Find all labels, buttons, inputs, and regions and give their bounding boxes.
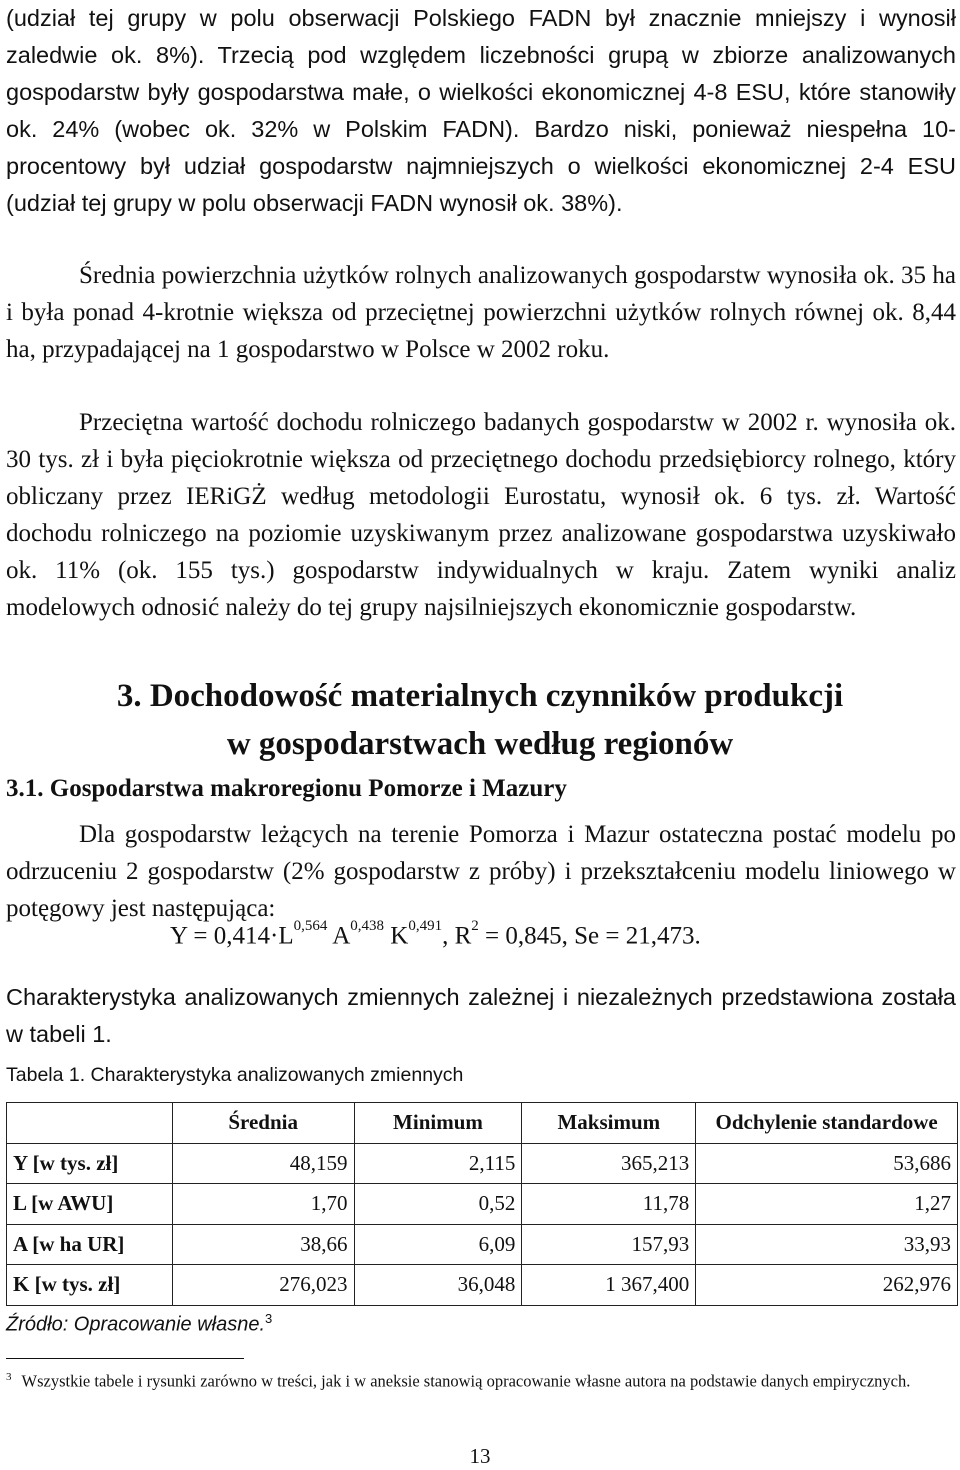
model-formula xyxy=(170,918,701,950)
paragraph-4: Dla gospodarstw leżących na terenie Pomorza i Mazur ostateczna postać modelu po odrzuceniu 2 gospodarstw (2% gospodarstw z próby) i przekształceniu modelu liniowego w potęgowy jest następująca: xyxy=(6,821,956,922)
table-caption: Tabela 1. Charakterystyka analizowanych zmiennych xyxy=(6,1064,464,1086)
table-cell: 365,213 xyxy=(522,1143,696,1184)
paragraph-2: Średnia powierzchnia użytków rolnych analizowanych gospodarstw wynosiła ok. 35 ha i była ponad 4-krotnie większa od przeciętnej powierzchni użytków rolnych równej ok. 8,44 ha, przypadającej na 1 gospodarstwo w Polsce w 2002 roku. xyxy=(6,262,956,363)
table-header-minimum: Minimum xyxy=(354,1103,522,1144)
table-header-std: Odchylenie standardowe xyxy=(696,1103,958,1144)
table-row-label: A [w ha UR] xyxy=(7,1224,173,1265)
table-cell: 1,70 xyxy=(172,1184,354,1225)
paragraph-3: Przeciętna wartość dochodu rolniczego badanych gospodarstw w 2002 r. wynosiła ok. 30 tys. zł i była pięciokrotnie większa od przeciętnego dochodu przedsiębiorcy rolnego, który obliczany przez IERiGŻ według metodologii Eurostatu, wynosił ok. 6 tys. zł. Wartość dochodu rolniczego na poziomie uzyskiwanym przez analizowane gospodarstwa uzyskiwało ok. 11% (ok. 155 tys.) gospodarstw indywidualnych w kraju. Zatem wyniki analiz modelowych odnosić należy do tej grupy najsilniejszych ekonomicznie gospodarstw. xyxy=(6,409,956,621)
formula-l: L xyxy=(278,922,294,950)
formula-l-exponent: 0,564 xyxy=(293,918,328,934)
paragraph-1: (udział tej grupy w polu obserwacji Polskiego FADN był znacznie mniejszy i wynosił zaledwie ok. 8%). Trzecią pod względem liczebności grupą w zbiorze analizowanych gospodarstw były gospodarstwa małe, o wielkości ekonomicznej 4-8 ESU, które stanowiły ok. 24% (wobec ok. 32% w Polskim FADN). Bardzo niski, ponieważ niespełna 10-procentowy był udział gospodarstw najmniejszych o wielkości ekonomicznej 2-4 ESU (udział tej grupy w polu obserwacji FADN wynosił ok. 38%). xyxy=(6,5,956,216)
table-cell: 0,52 xyxy=(354,1184,522,1225)
table-row xyxy=(7,1184,958,1225)
formula-r2: , R xyxy=(442,922,472,950)
table-row xyxy=(7,1143,958,1184)
table-header-empty xyxy=(7,1103,173,1144)
table-header-row xyxy=(7,1103,958,1144)
variables-table xyxy=(6,1102,958,1306)
formula-eq: = xyxy=(187,922,214,950)
footnote xyxy=(6,1366,956,1393)
section-heading-line-1: 3. Dochodowość materialnych czynników produkcji xyxy=(116,678,844,714)
table-cell: 2,115 xyxy=(354,1143,522,1184)
table-cell: 1,27 xyxy=(696,1184,958,1225)
table-cell: 38,66 xyxy=(172,1224,354,1265)
table-cell: 1 367,400 xyxy=(522,1265,696,1306)
table-cell: 33,93 xyxy=(696,1224,958,1265)
subsection-heading: 3.1. Gospodarstwa makroregionu Pomorze i Mazury xyxy=(6,775,567,802)
section-heading-line-2: w gospodarstwach według regionów xyxy=(226,726,734,762)
paragraph-5: Charakterystyka analizowanych zmiennych zależnej i niezależnych przedstawiona została w tabeli 1. xyxy=(6,984,956,1047)
formula-a-exponent: 0,438 xyxy=(350,918,385,934)
table-row-label: K [w tys. zł] xyxy=(7,1265,173,1306)
source-footnote-ref: 3 xyxy=(265,1311,273,1326)
table-header-mean: Średnia xyxy=(172,1103,354,1144)
table-cell: 276,023 xyxy=(172,1265,354,1306)
page-number: 13 xyxy=(469,1444,491,1468)
table-source xyxy=(6,1311,272,1337)
formula-k: K xyxy=(390,922,409,950)
table-row-label: L [w AWU] xyxy=(7,1184,173,1225)
footnote-mark: 3 xyxy=(6,1371,12,1383)
formula-a: A xyxy=(332,922,351,950)
table-header-maximum: Maksimum xyxy=(522,1103,696,1144)
formula-r2-exponent: 2 xyxy=(471,918,479,934)
section-heading xyxy=(0,672,960,768)
table-row xyxy=(7,1224,958,1265)
footnote-separator xyxy=(6,1358,244,1359)
formula-lhs: Y xyxy=(170,922,188,950)
formula-k-exponent: 0,491 xyxy=(408,918,443,934)
table-cell: 6,09 xyxy=(354,1224,522,1265)
formula-stats: = 0,845, Se = 21,473. xyxy=(478,922,701,950)
formula-coef: 0,414· xyxy=(213,922,279,950)
table-cell: 48,159 xyxy=(172,1143,354,1184)
table-cell: 53,686 xyxy=(696,1143,958,1184)
table-cell: 262,976 xyxy=(696,1265,958,1306)
table-row-label: Y [w tys. zł] xyxy=(7,1143,173,1184)
table-cell: 36,048 xyxy=(354,1265,522,1306)
footnote-text: Wszystkie tabele i rysunki zarówno w treści, jak i w aneksie stanowią opracowanie własne autora na podstawie danych empirycznych. xyxy=(21,1371,911,1391)
table-row xyxy=(7,1265,958,1306)
source-text: Źródło: Opracowanie własne. xyxy=(6,1313,266,1336)
table-cell: 11,78 xyxy=(522,1184,696,1225)
table-cell: 157,93 xyxy=(522,1224,696,1265)
